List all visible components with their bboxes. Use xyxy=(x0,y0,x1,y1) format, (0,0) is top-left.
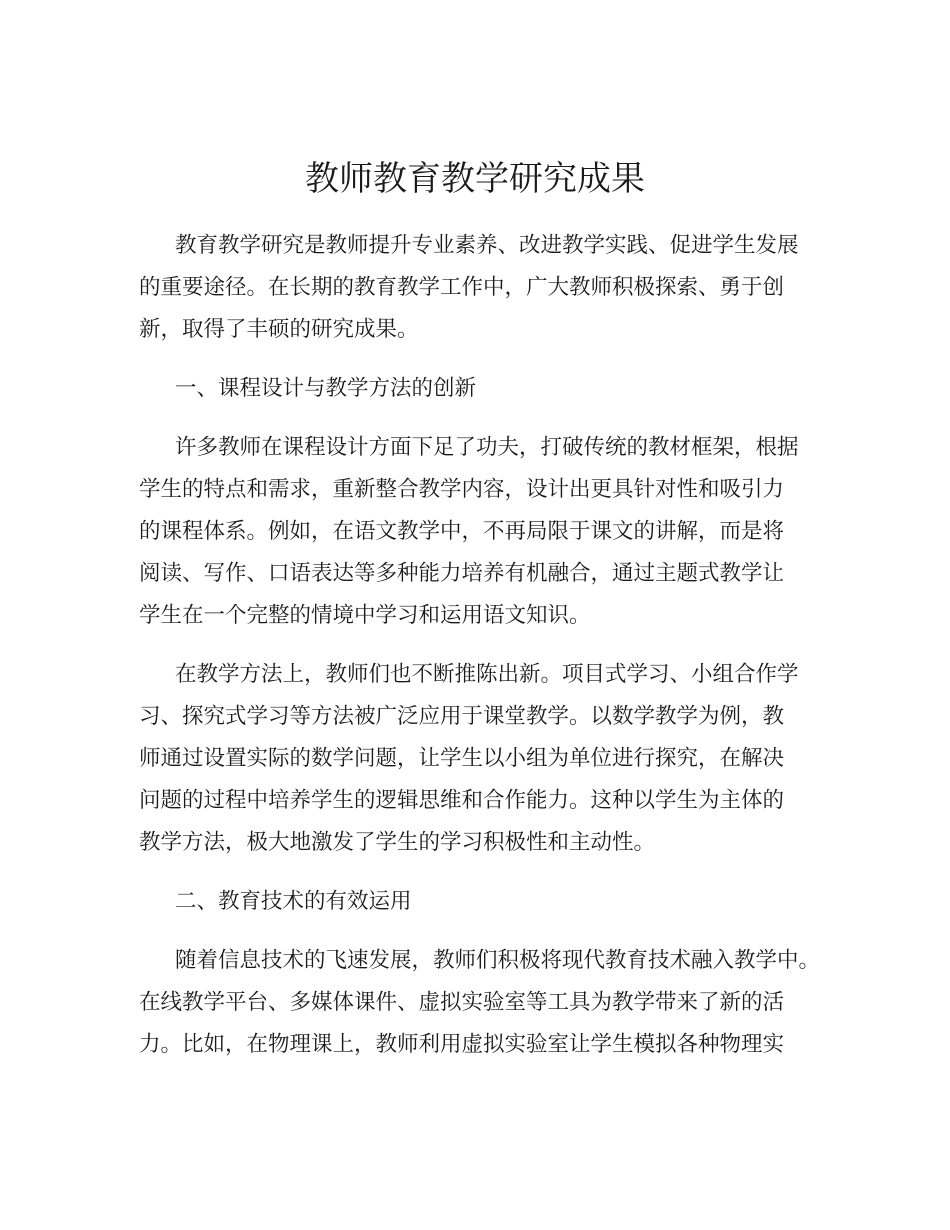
document-title: 教师教育教学研究成果 xyxy=(305,159,645,199)
section-heading: 二、教育技术的有效运用 xyxy=(175,889,412,914)
section-heading: 一、课程设计与教学方法的创新 xyxy=(175,376,477,401)
paragraph-line: 教学方法，极大地激发了学生的学习积极性和主动性。 xyxy=(139,830,656,855)
paragraph-line: 师通过设置实际的数学问题，让学生以小组为单位进行探究，在解决 xyxy=(139,746,785,771)
paragraph-line: 学生的特点和需求，重新整合教学内容，设计出更具针对性和吸引力 xyxy=(139,477,785,502)
paragraph-line: 的课程体系。例如，在语文教学中，不再局限于课文的讲解，而是将 xyxy=(139,519,785,544)
paragraph-line: 在教学方法上，教师们也不断推陈出新。项目式学习、小组合作学 xyxy=(175,662,799,687)
paragraph-line: 新，取得了丰硕的研究成果。 xyxy=(139,317,419,342)
paragraph-line: 习、探究式学习等方法被广泛应用于课堂教学。以数学教学为例，教 xyxy=(139,704,785,729)
paragraph-line: 许多教师在课程设计方面下足了功夫，打破传统的教材框架，根据 xyxy=(175,435,799,460)
paragraph-line: 学生在一个完整的情境中学习和运用语文知识。 xyxy=(139,603,591,628)
paragraph-line: 阅读、写作、口语表达等多种能力培养有机融合，通过主题式教学让 xyxy=(139,561,785,586)
paragraph-line: 的重要途径。在长期的教育教学工作中，广大教师积极探索、勇于创 xyxy=(139,275,785,300)
paragraph-line: 在线教学平台、多媒体课件、虚拟实验室等工具为教学带来了新的活 xyxy=(139,990,785,1015)
paragraph-line: 随着信息技术的飞速发展，教师们积极将现代教育技术融入教学中。 xyxy=(175,948,821,973)
paragraph-line: 教育教学研究是教师提升专业素养、改进教学实践、促进学生发展 xyxy=(175,233,799,258)
paragraph-line: 问题的过程中培养学生的逻辑思维和合作能力。这种以学生为主体的 xyxy=(139,788,785,813)
paragraph-line: 力。比如，在物理课上，教师利用虚拟实验室让学生模拟各种物理实 xyxy=(139,1032,785,1057)
